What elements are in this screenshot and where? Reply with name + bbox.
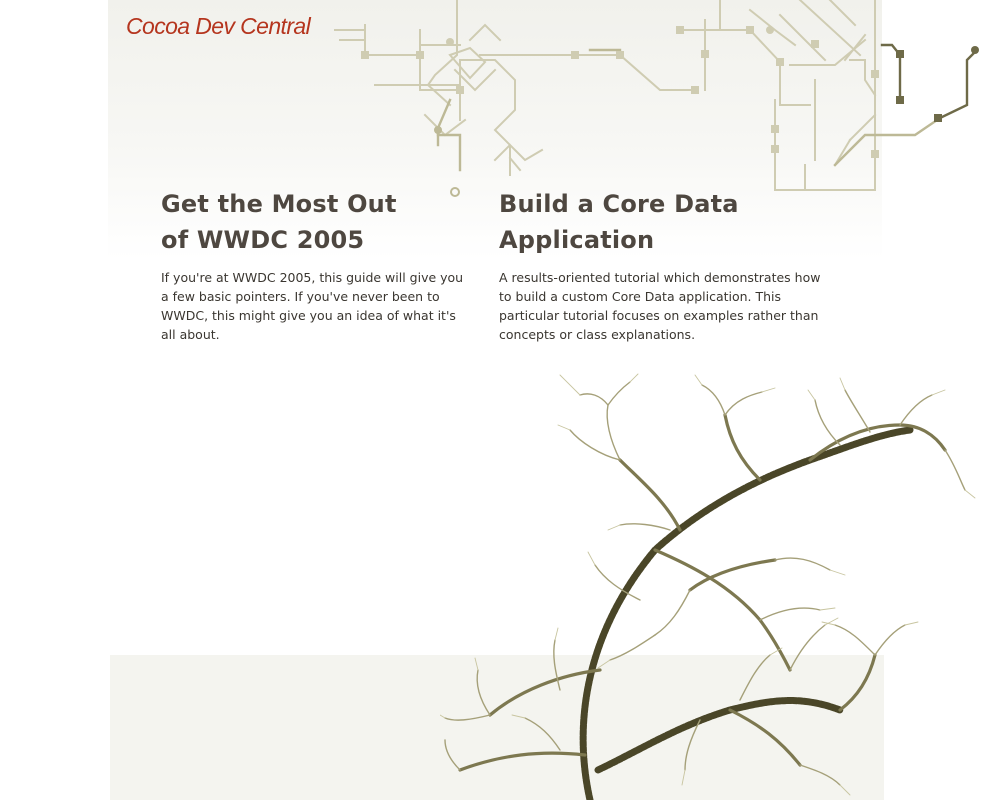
article-wwdc: [161, 186, 473, 344]
article-wwdc-link[interactable]: [161, 186, 473, 258]
article-title-line2: Application: [499, 226, 655, 254]
article-title-line2: of WWDC 2005: [161, 226, 365, 254]
article-title-line1: Build a Core Data: [499, 190, 739, 218]
article-title-line1: Get the Most Out: [161, 190, 397, 218]
article-core-data-link[interactable]: [499, 186, 834, 258]
circuit-lines-graphic: [320, 0, 1000, 200]
article-core-data: [499, 186, 834, 344]
article-summary: A results-oriented tutorial which demonstrates how to build a custom Core Data application. This particular tutorial focuses on examples rather than concepts or class explanations.: [499, 270, 821, 342]
site-logo[interactable]: Cocoa Dev Central: [126, 13, 311, 39]
branching-tree-graphic: [440, 370, 980, 800]
article-title: [499, 186, 834, 258]
article-summary: If you're at WWDC 2005, this guide will give you a few basic pointers. If you've never been to WWDC, this might give you an idea of what it's all about.: [161, 270, 464, 342]
article-title: [161, 186, 473, 258]
